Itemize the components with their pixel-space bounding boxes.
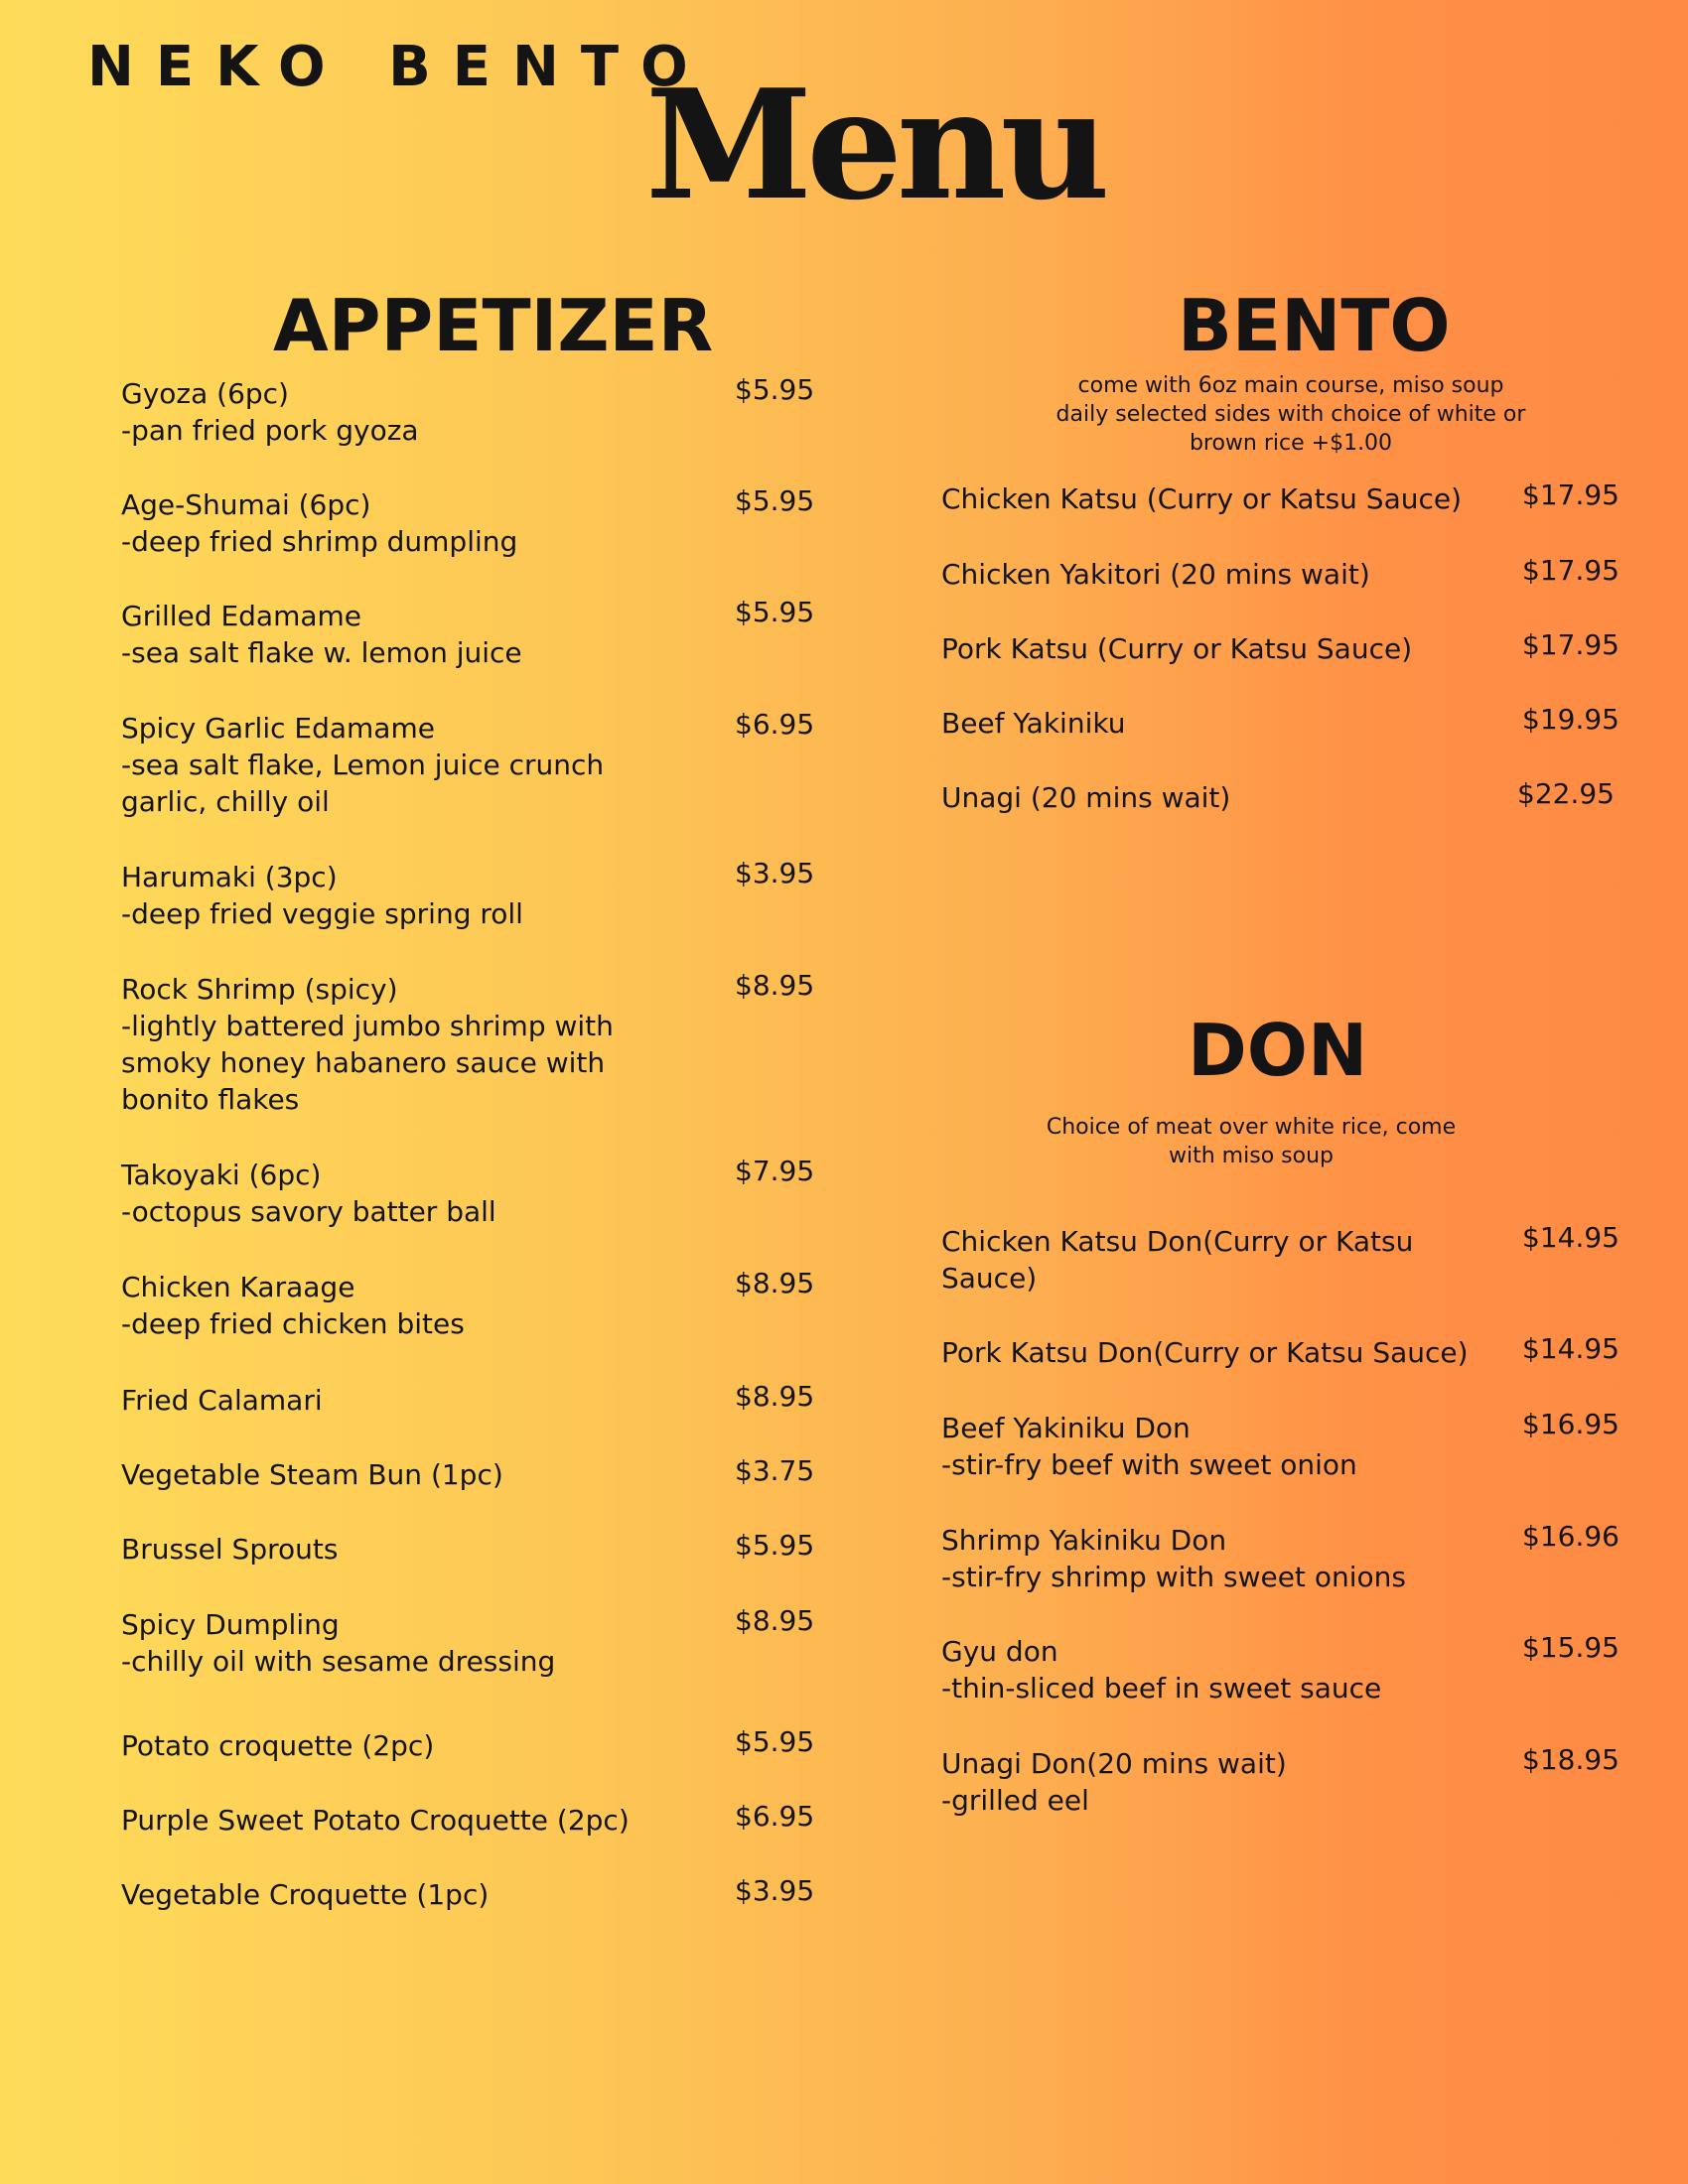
appetizer-heading: APPETIZER <box>273 284 714 367</box>
item-name: Unagi Don(20 mins wait) <box>941 1747 1287 1780</box>
item-name: Shrimp Yakiniku Don <box>941 1524 1227 1557</box>
item-description: -deep fried shrimp dumpling <box>121 525 518 558</box>
menu-item-don-gyu-don <box>941 1633 1617 1706</box>
item-price: $14.95 <box>1522 1221 1619 1254</box>
item-name: Beef Yakiniku <box>941 707 1126 740</box>
item-name: Age-Shumai (6pc) <box>121 488 371 521</box>
item-name: Brussel Sprouts <box>121 1533 339 1566</box>
item-description: -octopus savory batter ball <box>121 1195 496 1228</box>
item-price: $6.95 <box>735 708 815 741</box>
brand-name: NEKO BENTO <box>87 35 710 99</box>
item-name: Pork Katsu Don(Curry or Katsu Sauce) <box>941 1336 1469 1369</box>
item-name: Beef Yakiniku Don <box>941 1412 1191 1444</box>
item-price: $16.96 <box>1522 1520 1619 1553</box>
item-price: $3.95 <box>735 1874 815 1907</box>
item-name: Harumaki (3pc) <box>121 861 338 893</box>
item-price: $3.75 <box>735 1454 815 1487</box>
menu-item-don-beef-yakiniku <box>941 1410 1617 1483</box>
item-name: Takoyaki (6pc) <box>121 1159 322 1191</box>
menu-title: Menu <box>645 56 1104 233</box>
item-name: Gyu don <box>941 1635 1058 1668</box>
menu-item-vegetable-steam-bun <box>121 1456 816 1493</box>
item-description: -grilled eel <box>941 1784 1089 1817</box>
item-name: Spicy Garlic Edamame <box>121 712 435 745</box>
item-description: -stir-fry beef with sweet onion <box>941 1448 1357 1481</box>
item-description: -lightly battered jumbo shrimp with smoky honey habanero sauce with bonito flakes <box>121 1010 614 1116</box>
menu-item-spicy-garlic-edamame <box>121 710 816 820</box>
menu-item-harumaki <box>121 859 816 932</box>
item-name: Purple Sweet Potato Croquette (2pc) <box>121 1804 630 1837</box>
menu-item-bento-chicken-yakitori <box>941 556 1617 593</box>
menu-item-bento-chicken-katsu <box>941 480 1617 517</box>
item-price: $5.95 <box>735 373 815 406</box>
item-price: $8.95 <box>735 1380 815 1413</box>
item-name: Grilled Edamame <box>121 600 362 632</box>
menu-item-brussel-sprouts <box>121 1531 816 1568</box>
item-price: $5.95 <box>735 484 815 517</box>
bento-heading: BENTO <box>1178 284 1451 367</box>
item-description: -deep fried veggie spring roll <box>121 897 523 930</box>
item-price: $19.95 <box>1522 703 1619 736</box>
menu-item-takoyaki <box>121 1157 816 1230</box>
menu-item-bento-unagi <box>941 779 1617 816</box>
item-name: Chicken Karaage <box>121 1271 355 1303</box>
item-price: $15.95 <box>1522 1631 1619 1664</box>
item-name: Pork Katsu (Curry or Katsu Sauce) <box>941 632 1413 665</box>
item-price: $17.95 <box>1522 628 1619 661</box>
menu-item-fried-calamari <box>121 1382 816 1419</box>
item-price: $3.95 <box>735 857 815 889</box>
item-price: $6.95 <box>735 1800 815 1833</box>
item-price: $5.95 <box>735 1529 815 1562</box>
item-price: $5.95 <box>735 1725 815 1758</box>
item-price: $17.95 <box>1522 478 1619 511</box>
item-name: Rock Shrimp (spicy) <box>121 973 398 1006</box>
item-price: $18.95 <box>1522 1743 1619 1776</box>
item-description: -thin-sliced beef in sweet sauce <box>941 1672 1382 1705</box>
menu-item-chicken-karaage <box>121 1269 816 1342</box>
menu-item-spicy-dumpling <box>121 1606 816 1680</box>
item-name: Chicken Katsu (Curry or Katsu Sauce) <box>941 482 1463 515</box>
item-name: Chicken Katsu Don(Curry or Katsu Sauce) <box>941 1225 1414 1295</box>
item-description: -pan fried pork gyoza <box>121 414 419 447</box>
menu-item-don-shrimp-yakiniku <box>941 1522 1617 1595</box>
menu-item-gyoza <box>121 375 816 449</box>
menu-item-age-shumai <box>121 486 816 560</box>
item-name: Chicken Yakitori (20 mins wait) <box>941 558 1370 591</box>
item-name: Gyoza (6pc) <box>121 377 289 410</box>
item-name: Vegetable Steam Bun (1pc) <box>121 1458 503 1491</box>
menu-item-grilled-edamame <box>121 598 816 671</box>
item-price: $14.95 <box>1522 1332 1619 1365</box>
item-name: Unagi (20 mins wait) <box>941 781 1231 814</box>
item-price: $8.95 <box>735 1604 815 1637</box>
menu-item-purple-sweet-potato-croquette <box>121 1802 816 1839</box>
item-price: $7.95 <box>735 1155 815 1187</box>
bento-note: come with 6oz main course, miso soup daily selected sides with choice of white or brown rice +$1.00 <box>1055 373 1526 456</box>
menu-item-potato-croquette <box>121 1727 816 1764</box>
item-description: -sea salt flake, Lemon juice crunch garlic, chilly oil <box>121 749 605 818</box>
item-name: Fried Calamari <box>121 1384 323 1417</box>
item-description: -chilly oil with sesame dressing <box>121 1645 556 1678</box>
item-name: Spicy Dumpling <box>121 1608 340 1641</box>
item-price: $22.95 <box>1517 777 1615 810</box>
item-price: $8.95 <box>735 969 815 1002</box>
item-name: Vegetable Croquette (1pc) <box>121 1878 490 1911</box>
item-price: $5.95 <box>735 596 815 628</box>
item-description: -deep fried chicken bites <box>121 1307 465 1340</box>
menu-item-don-pork-katsu <box>941 1334 1617 1371</box>
menu-item-bento-pork-katsu <box>941 630 1617 667</box>
item-price: $16.95 <box>1522 1408 1619 1440</box>
item-description: -sea salt flake w. lemon juice <box>121 636 522 669</box>
menu-item-don-unagi <box>941 1745 1617 1819</box>
menu-item-bento-beef-yakiniku <box>941 705 1617 742</box>
menu-item-vegetable-croquette <box>121 1876 816 1913</box>
menu-item-don-chicken-katsu <box>941 1223 1617 1297</box>
don-note: Choice of meat over white rice, come with miso soup <box>1046 1115 1457 1168</box>
item-price: $8.95 <box>735 1267 815 1299</box>
item-name: Potato croquette (2pc) <box>121 1729 435 1762</box>
don-heading: DON <box>1188 1009 1368 1092</box>
menu-item-rock-shrimp <box>121 971 816 1118</box>
item-price: $17.95 <box>1522 554 1619 587</box>
item-description: -stir-fry shrimp with sweet onions <box>941 1561 1406 1593</box>
